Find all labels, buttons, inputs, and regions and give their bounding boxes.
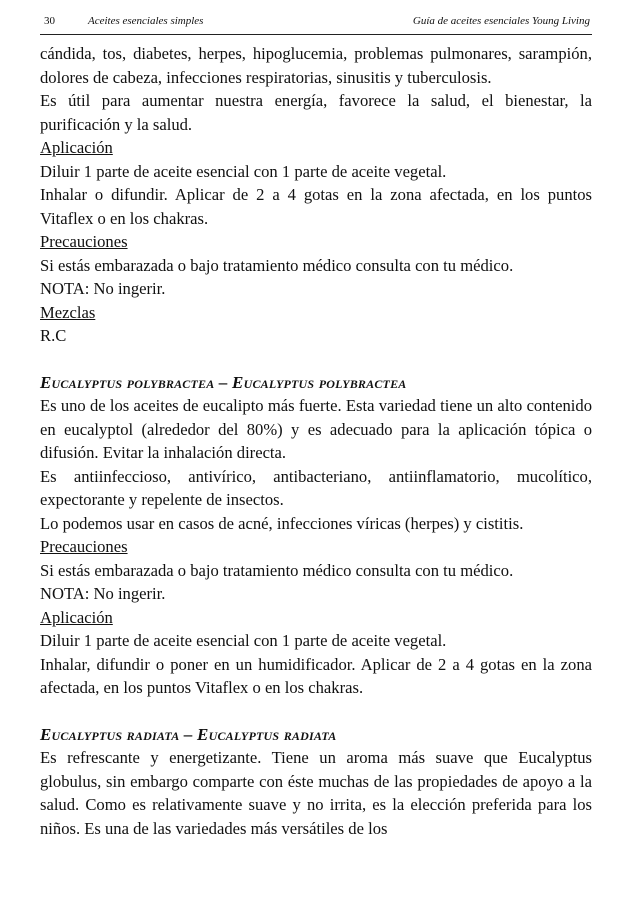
polybractea-paragraph-3: Lo podemos usar en casos de acné, infecciones víricas (herpes) y cistitis. (40, 513, 524, 533)
polybractea-aplicacion-line-1: Diluir 1 parte de aceite esencial con 1 parte de aceite vegetal. (40, 631, 447, 650)
polybractea-aplicacion-line-2: Inhalar, difundir o poner en un humidificador. Aplicar de 2 a 4 gotas en la zona afectada, en los puntos Vitaflex o en los chakras. (40, 654, 592, 697)
polybractea-paragraph-1: Es uno de los aceites de eucalipto más fuerte. Esta variedad tiene un alto contenido en eucalyptol (alrededor del 80%) y es adecuado para la aplicación tópica o difusión. Evitar la inhalación directa. (40, 396, 592, 462)
polybractea-nota: NOTA: No ingerir. (40, 584, 166, 603)
header-right-title: Guía de aceites esenciales Young Living (412, 15, 590, 27)
intro-paragraph-2: Es útil para aumentar nuestra energía, favorece la salud, el bienestar, la purificación y la salud. (40, 91, 592, 134)
intro-paragraph-1: cándida, tos, diabetes, herpes, hipoglucemia, problemas pulmonares, sarampión, dolores de cabeza, infecciones respiratorias, sinusitis y tuberculosis. (40, 44, 592, 87)
intro-mezclas-value: R.C (40, 326, 67, 345)
polybractea-paragraph-2: Es antiinfeccioso, antivírico, antibacteriano, antiinflamatorio, mucolítico, expectorante y repelente de insectos. (40, 466, 592, 509)
radiata-paragraph-1: Es refrescante y energetizante. Tiene un aroma más suave que Eucalyptus globulus, sin embargo comparte con éste muchas de las propiedades de apoyo a la salud. Como es relativamente suave y no irrita, es la elección preferida para los niños. Es una de las variedades más versátiles de los (40, 748, 592, 838)
intro-precauciones-line: Si estás embarazada o bajo tratamiento médico consulta con tu médico. (40, 255, 514, 275)
polybractea-heading: Eucalyptus polybractea – Eucalyptus polybractea (40, 372, 407, 392)
polybractea-precauciones-line: Si estás embarazada o bajo tratamiento médico consulta con tu médico. (40, 560, 514, 580)
intro-mezclas-label: Mezclas (40, 302, 96, 322)
intro-aplicacion-line-2: Inhalar o difundir. Aplicar de 2 a 4 gotas en la zona afectada, en los puntos Vitaflex o en los chakras. (40, 185, 592, 228)
intro-nota: NOTA: No ingerir. (40, 279, 166, 298)
page-body (40, 42, 592, 840)
header-left-title: Aceites esenciales simples (88, 15, 204, 27)
page-number: 30 (44, 15, 55, 27)
running-header (40, 12, 592, 35)
polybractea-precauciones-label: Precauciones (40, 537, 128, 556)
radiata-heading: Eucalyptus radiata – Eucalyptus radiata (40, 724, 337, 744)
intro-aplicacion-line-1: Diluir 1 parte de aceite esencial con 1 parte de aceite vegetal. (40, 161, 447, 181)
intro-aplicacion-label: Aplicación (40, 138, 113, 157)
polybractea-aplicacion-label: Aplicación (40, 607, 113, 627)
intro-precauciones-label: Precauciones (40, 232, 128, 251)
